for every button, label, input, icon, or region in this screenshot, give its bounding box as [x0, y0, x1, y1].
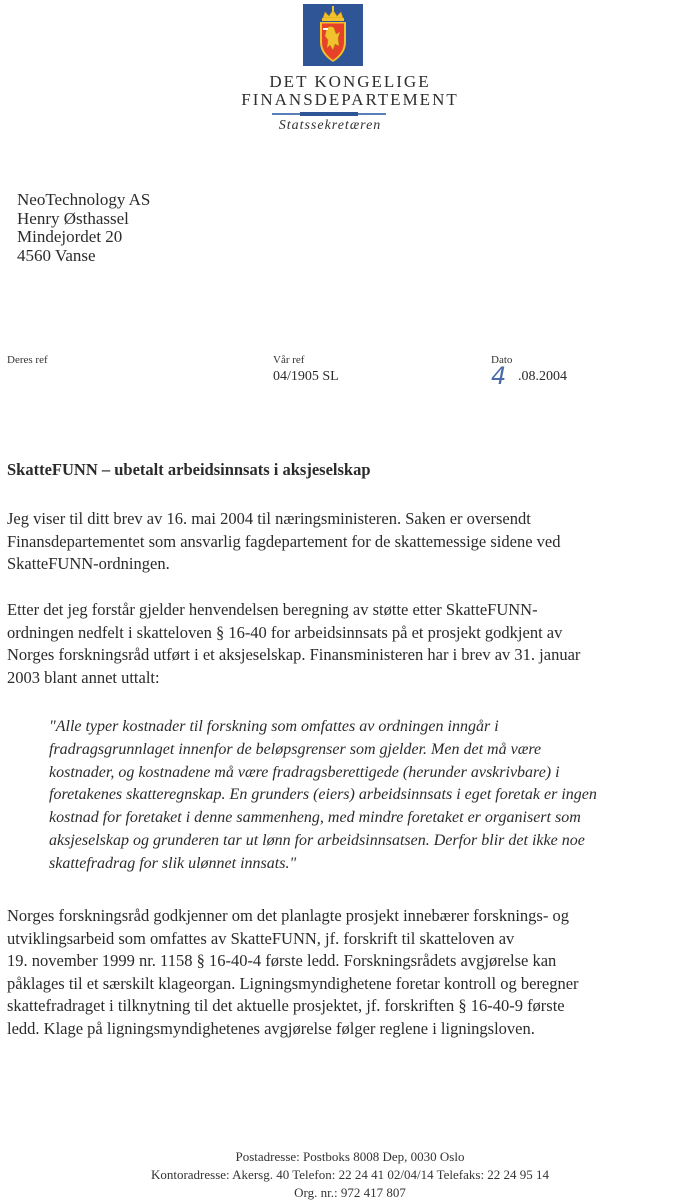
recipient-postal: 4560 Vanse	[17, 245, 96, 265]
paragraph-line: Etter det jeg forstår gjelder henvendelsen beregning av støtte etter SkatteFUNN-	[7, 600, 538, 619]
paragraph-line: utviklingsarbeid som omfattes av SkatteFUNN, jf. forskrift til skatteloven av	[7, 928, 515, 948]
block-quote	[49, 716, 699, 876]
letter-subject: SkatteFUNN – ubetalt arbeidsinnsats i aksjeselskap	[7, 460, 371, 479]
paragraph-line: SkatteFUNN-ordningen.	[7, 554, 170, 573]
recipient-address	[17, 191, 150, 265]
quote-line: kostnad for foretaket i denne sammenheng, med mindre foretaket er organisert som	[49, 809, 581, 827]
quote-line: aksjeselskap og grunderen tar ut lønn for arbeidsinnsatsen. Derfor blir det ikke noe	[49, 831, 585, 849]
footer-org-number: Org. nr.: 972 417 807	[294, 1185, 406, 1200]
date-day-handwritten: 4	[491, 362, 507, 390]
paragraph-line: påklages til et særskilt klageorgan. Ligningsmyndighetene foretar kontroll og beregner	[7, 973, 579, 993]
letterhead-divider-accent	[300, 112, 358, 116]
paragraph-2	[7, 599, 697, 689]
office-name: Statssekretæren	[278, 118, 382, 133]
quote-line: fradragsgrunnlaget innenfor de beløpsgrenser som gjelder. Men det må være	[49, 740, 542, 758]
date-label: Dato	[491, 354, 513, 366]
ministry-name-line1: DET KONGELIGE	[269, 72, 431, 91]
paragraph-line: skattefradraget i tilknytning til det aktuelle prosjektet, jf. forskriften § 16-40-9 første	[7, 996, 565, 1015]
paragraph-line: Norges forskningsråd utført i et aksjeselskap. Finansministeren har i brev av 31. januar	[7, 645, 581, 664]
paragraph-line: Jeg viser til ditt brev av 16. mai 2004 til næringsministeren. Saken er oversendt	[7, 509, 531, 528]
deres-ref-label: Deres ref	[7, 354, 48, 366]
footer-postal-address: Postadresse: Postboks 8008 Dep, 0030 Oslo	[235, 1149, 465, 1164]
paragraph-3	[7, 905, 697, 1040]
var-ref-value: 04/1905 SL	[273, 369, 339, 384]
paragraph-line: 2003 blant annet uttalt:	[7, 667, 160, 687]
recipient-person: Henry Østhassel	[17, 208, 129, 228]
paragraph-line: ledd. Klage på ligningsmyndighetenes avgjørelse følger reglene i ligningsloven.	[7, 1018, 535, 1038]
date-value: .08.2004	[518, 369, 567, 384]
letter-footer	[0, 1148, 700, 1202]
recipient-street: Mindejordet 20	[17, 227, 123, 246]
paragraph-line: 19. november 1999 nr. 1158 § 16-40-4 første ledd. Forskningsrådets avgjørelse kan	[7, 951, 557, 970]
quote-line: foretakenes skatteregnskap. En grunders (eiers) arbeidsinnsats i eget foretak er ingen	[49, 786, 597, 804]
var-ref-label: Vår ref	[273, 354, 305, 366]
quote-line: skattefradrag for slik ulønnet innsats."	[49, 854, 297, 872]
norwegian-coat-of-arms-icon	[303, 4, 363, 66]
paragraph-line: Norges forskningsråd godkjenner om det planlagte prosjekt innebærer forsknings- og	[7, 906, 569, 925]
paragraph-1	[7, 508, 697, 576]
paragraph-line: Finansdepartementet som ansvarlig fagdepartement for de skattemessige sidene ved	[7, 531, 561, 551]
ministry-name-line2: FINANSDEPARTEMENT	[241, 90, 459, 109]
footer-office-address: Kontoradresse: Akersg. 40 Telefon: 22 24 41 02/04/14 Telefaks: 22 24 95 14	[150, 1167, 550, 1182]
paragraph-line: ordningen nedfelt i skatteloven § 16-40 for arbeidsinnsats på et prosjekt godkjent av	[7, 622, 563, 642]
recipient-company: NeoTechnology AS	[17, 190, 151, 209]
quote-line: kostnader, og kostnadene må være fradragsberettigede (herunder avskrivbare) i	[49, 763, 560, 781]
quote-line: "Alle typer kostnader til forskning som omfattes av ordningen inngår i	[49, 718, 499, 735]
